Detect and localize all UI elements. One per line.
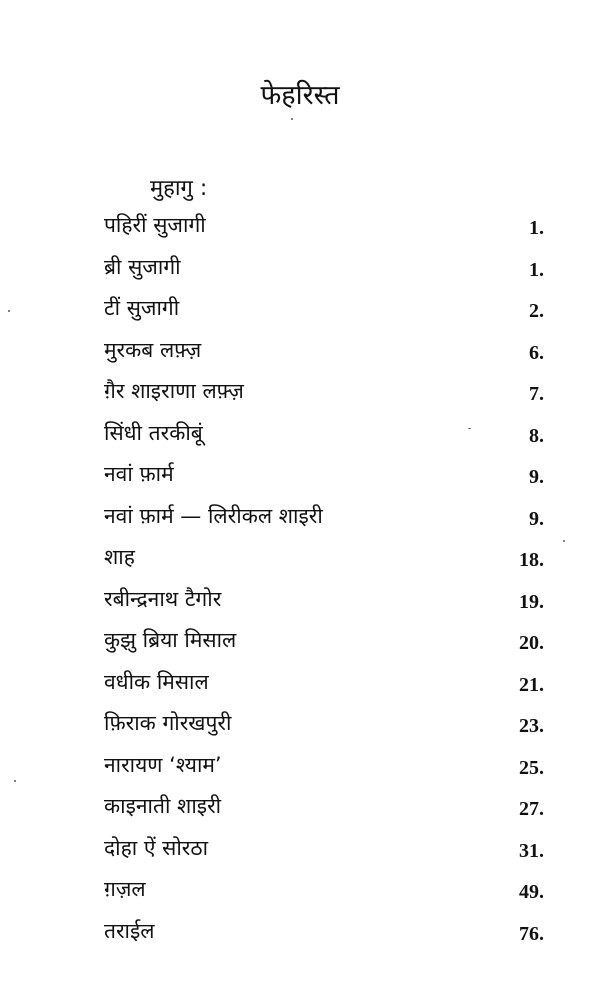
toc-entry: [104, 787, 544, 829]
toc-entry-page: 18.: [519, 549, 544, 571]
toc-entry: [104, 704, 544, 746]
toc-entry-label: वधीक मिसाल: [104, 669, 209, 694]
toc-entry: [104, 206, 544, 248]
toc-entry-page: 49.: [519, 881, 544, 903]
toc-entry-page: 1.: [529, 258, 544, 281]
toc-entry-label: पहिरीं सुजागी: [104, 213, 206, 237]
scan-speck: [8, 310, 10, 312]
toc-entry-label: नवां फ़ार्म: [104, 462, 174, 486]
toc-entry-label: मुरकब लफ़्ज़: [104, 337, 202, 362]
toc-entry-page: 2.: [529, 300, 544, 322]
toc-entry-label: सिंधी तरकीबूं: [104, 420, 203, 445]
toc-entry-label: फ़िराक गोरखपुरी: [104, 711, 232, 735]
toc-entry-page: 19.: [519, 590, 544, 613]
toc-entry: [104, 497, 544, 539]
toc-entry: [104, 580, 544, 622]
toc-entry: [104, 621, 544, 663]
toc-entry: [104, 331, 544, 373]
toc-entry-label: नारायण ‘श्याम’: [104, 752, 222, 777]
toc-entry-page: 6.: [529, 341, 544, 364]
section-heading: मुहागु :: [150, 176, 208, 201]
toc-entry: [104, 870, 544, 912]
toc-entry: [104, 912, 544, 954]
toc-entry: [104, 746, 544, 788]
table-of-contents: [104, 206, 544, 953]
toc-entry-label: रबीन्द्रनाथ टैगोर: [104, 586, 222, 611]
toc-entry-page: 27.: [519, 798, 544, 820]
toc-entry-page: 23.: [519, 715, 544, 737]
toc-entry: [104, 829, 544, 871]
toc-entry-page: 76.: [519, 922, 544, 945]
toc-entry-label: नवां फ़ार्म — लिरीकल शाइरी: [104, 503, 323, 528]
toc-entry-label: ग़ैर शाइराणा लफ़्ज़: [104, 379, 244, 403]
toc-entry: [104, 455, 544, 497]
scan-speck: [468, 428, 471, 429]
scan-speck: [14, 780, 16, 782]
toc-entry-label: कुझु ब्रिया मिसाल: [104, 628, 237, 652]
toc-entry: [104, 663, 544, 705]
toc-entry: [104, 248, 544, 290]
toc-entry-page: 21.: [519, 673, 544, 696]
toc-entry-page: 1.: [529, 217, 544, 239]
toc-entry-page: 20.: [519, 632, 544, 654]
toc-entry-label: ब्री सुजागी: [104, 254, 181, 279]
toc-entry-label: दोहा ऐं सोरठा: [104, 835, 209, 860]
toc-entry-page: 25.: [519, 756, 544, 779]
toc-entry-label: तराईल: [104, 918, 155, 943]
toc-entry-page: 9.: [529, 507, 544, 530]
toc-entry-label: ग़ज़ल: [104, 877, 146, 901]
toc-entry: [104, 289, 544, 331]
toc-entry-page: 9.: [529, 466, 544, 488]
toc-entry-label: टीं सुजागी: [104, 296, 180, 320]
toc-entry-label: शाह: [104, 545, 135, 569]
toc-entry-page: 7.: [529, 383, 544, 405]
toc-entry-page: 31.: [519, 839, 544, 862]
toc-entry: [104, 538, 544, 580]
scan-speck: [291, 118, 293, 120]
toc-entry: [104, 372, 544, 414]
toc-entry: [104, 414, 544, 456]
toc-entry-page: 8.: [529, 424, 544, 447]
page-title: फेहरिस्त: [260, 80, 340, 111]
toc-entry-label: काइनाती शाइरी: [104, 794, 222, 818]
scan-speck: [563, 540, 565, 542]
